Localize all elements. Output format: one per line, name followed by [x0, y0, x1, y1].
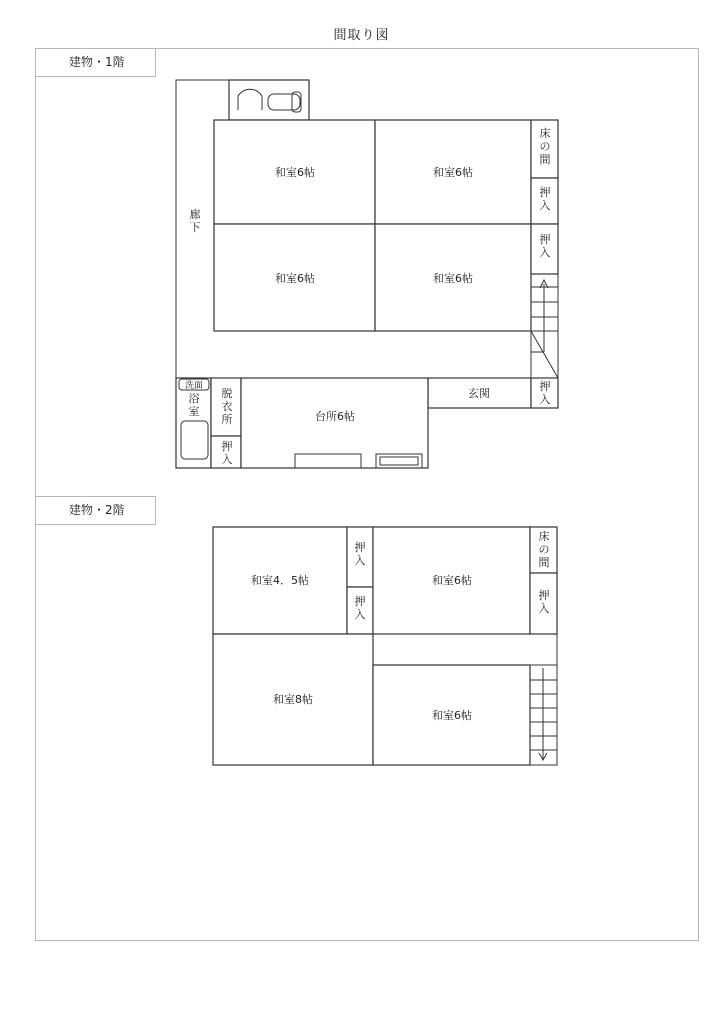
- label-washitsu-45: 和室4．5帖: [251, 574, 309, 587]
- staircase-icon: [530, 665, 557, 765]
- page-title: 間取り図: [333, 28, 390, 43]
- label-genkan: 玄関: [468, 387, 490, 400]
- label-yokushitsu: 浴室: [188, 392, 200, 418]
- label-washitsu-bl: 和室6帖: [275, 272, 315, 285]
- floor-2-label: 建物・2階: [35, 496, 156, 525]
- label-washitsu-tl: 和室6帖: [275, 166, 315, 179]
- label-oshiire-2f-c: 押入: [538, 589, 550, 615]
- label-tokonoma-1f: 床の間: [539, 127, 551, 166]
- label-daidokoro: 台所6帖: [315, 410, 355, 423]
- label-washitsu-8: 和室8帖: [273, 693, 313, 706]
- label-oshiire-1f-2: 押入: [539, 233, 551, 259]
- label-datsuijo: 脱衣所: [221, 387, 233, 426]
- label-oshiire-1f-3: 押入: [221, 440, 233, 466]
- label-washitsu-tr: 和室6帖: [433, 166, 473, 179]
- floor-1-label: 建物・1階: [35, 48, 156, 77]
- label-oshiire-2f-b: 押入: [354, 595, 366, 621]
- label-tokonoma-2f: 床の間: [538, 530, 550, 569]
- label-oshiire-2f-a: 押入: [354, 541, 366, 567]
- label-rouka: 廊下: [189, 208, 201, 234]
- label-washitsu-br: 和室6帖: [433, 272, 473, 285]
- label-senmen: 洗面: [184, 381, 204, 391]
- label-oshiire-1f-4: 押入: [539, 380, 551, 406]
- label-washitsu-2f-tr: 和室6帖: [432, 574, 472, 587]
- label-oshiire-1f-1: 押入: [539, 186, 551, 212]
- label-washitsu-2f-br: 和室6帖: [432, 709, 472, 722]
